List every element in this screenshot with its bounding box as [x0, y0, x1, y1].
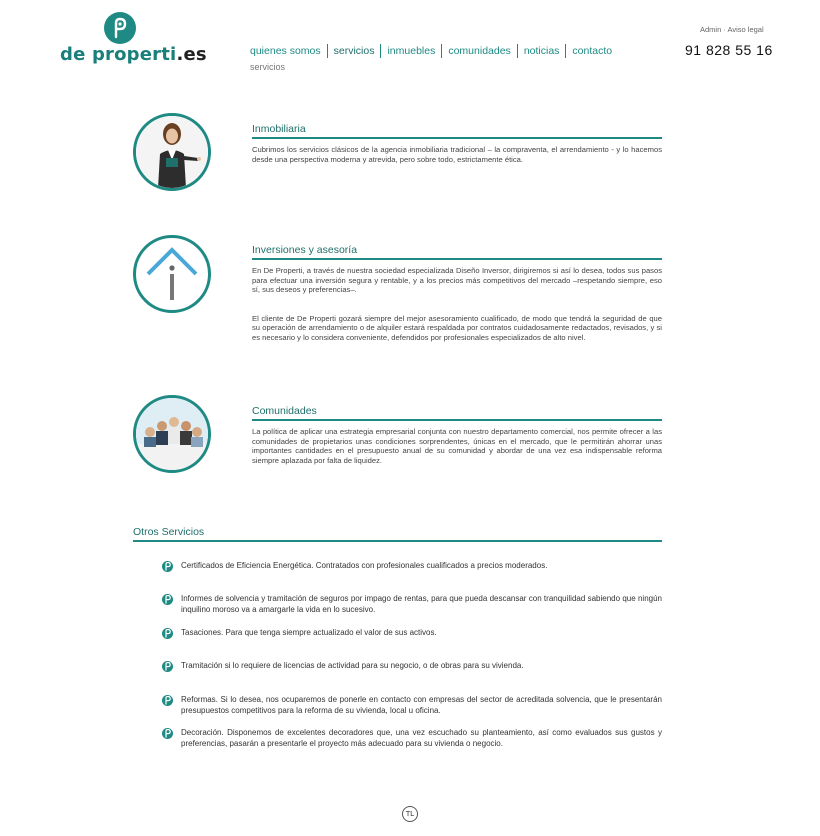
house-info-icon: [136, 238, 208, 310]
nav-servicios[interactable]: servicios: [328, 44, 382, 58]
agent-illustration: [136, 116, 208, 188]
nav-quienes-somos[interactable]: quienes somos: [250, 44, 328, 58]
dp-bullet-icon: [162, 728, 173, 739]
list-item-text: Decoración. Disponemos de excelentes decoradores que, una vez escuchado su planteamiento, así como evaluados sus gustos y preferencias, pasarán a presentarle el proyecto más adecuado para su vivienda o negocio.: [181, 728, 662, 748]
list-item: [162, 561, 662, 572]
dp-bullet-icon: [162, 561, 173, 572]
nav-inmuebles[interactable]: inmuebles: [381, 44, 442, 58]
list-item-text: Certificados de Eficiencia Energética. Contratados con profesionales cualificados a precios moderados.: [181, 561, 548, 570]
list-item: [162, 661, 662, 672]
section-title-inmobiliaria: Inmobiliaria: [252, 123, 662, 139]
section-text-inversiones: [252, 266, 662, 343]
list-item-text: Tasaciones. Para que tenga siempre actualizado el valor de sus activos.: [181, 628, 437, 637]
list-item: [162, 728, 662, 749]
nav-noticias[interactable]: noticias: [518, 44, 567, 58]
list-item: [162, 594, 662, 615]
main-nav: [250, 44, 618, 58]
logo-text[interactable]: [60, 44, 207, 65]
logo-icon[interactable]: [104, 12, 136, 44]
paragraph: Cubrimos los servicios clásicos de la agencia inmobiliaria tradicional – la compraventa, el arrendamiento - y lo hacemos desde una perspectiva moderna y atrevida, pero sobre todo, estrictamente ética.: [252, 145, 662, 164]
section-text-comunidades: [252, 427, 662, 465]
dp-bullet-icon: [162, 628, 173, 639]
list-item-text: Reformas. Si lo desea, nos ocuparemos de ponerle en contacto con empresas del sector de acreditada solvencia, que le presentarán presupuestos competitivos para la reforma de su vivienda, local u oficina.: [181, 695, 662, 715]
top-links[interactable]: Admin · Aviso legal: [700, 25, 764, 34]
section-title-inversiones: Inversiones y asesoría: [252, 244, 662, 260]
group-meeting-illustration: [136, 398, 208, 470]
footer-logo[interactable]: TL: [402, 806, 418, 822]
logo-text-tld: .es: [176, 44, 207, 65]
breadcrumb: servicios: [250, 62, 286, 72]
nav-contacto[interactable]: contacto: [572, 45, 613, 57]
phone-number: 91 828 55 16: [685, 42, 773, 58]
list-item-text: Tramitación si lo requiere de licencias de actividad para su negocio, o de obras para su vivienda.: [181, 661, 524, 670]
dp-bullet-icon: [162, 661, 173, 672]
section-text-inmobiliaria: [252, 145, 662, 164]
paragraph: El cliente de De Properti gozará siempre del mejor asesoramiento cualificado, de modo que tendrá la seguridad de que su operación de arrendamiento o de alquiler estará respaldada por contratos cuidadosamente redactados, revisados, y si es necesario y lo considera conveniente, defendidos por profesionales especializados de alto nivel.: [252, 313, 662, 342]
dp-bullet-icon: [162, 695, 173, 706]
community-photo: [133, 395, 211, 473]
dp-bullet-icon: [162, 594, 173, 605]
others-title: Otros Servicios: [133, 526, 662, 542]
logo-text-main: de properti: [60, 44, 177, 65]
nav-comunidades[interactable]: comunidades: [442, 44, 517, 58]
house-info-circle: [133, 235, 211, 313]
list-item-text: Informes de solvencia y tramitación de seguros por impago de rentas, para que pueda descansar con tranquilidad sabiendo que ningún inquilino moroso va a amargarle la vida en lo sucesivo.: [181, 594, 662, 614]
list-item: [162, 695, 662, 716]
agent-photo: [133, 113, 211, 191]
section-title-comunidades: Comunidades: [252, 405, 662, 421]
paragraph: En De Properti, a través de nuestra sociedad especializada Diseño Inversor, dirigiremos si así lo desea, todos sus pasos para efectuar una inversión segura y rentable, y a los precios más competitivos del mercado –respetando siempre, eso sí, sus deseos y preferencias–.: [252, 266, 662, 295]
paragraph: La política de aplicar una estrategia empresarial conjunta con nuestro departamento comercial, nos permite ofrecer a las comunidades de propietarios unas condiciones sorprendentes, únicas en el mercado, que le permitirán ahorrar unas importantes cantidades en el presupuesto anual de su comunidad y abordar de una vez esa indispensable reforma siempre aplazada por falta de liquidez.: [252, 427, 662, 465]
list-item: [162, 628, 662, 639]
